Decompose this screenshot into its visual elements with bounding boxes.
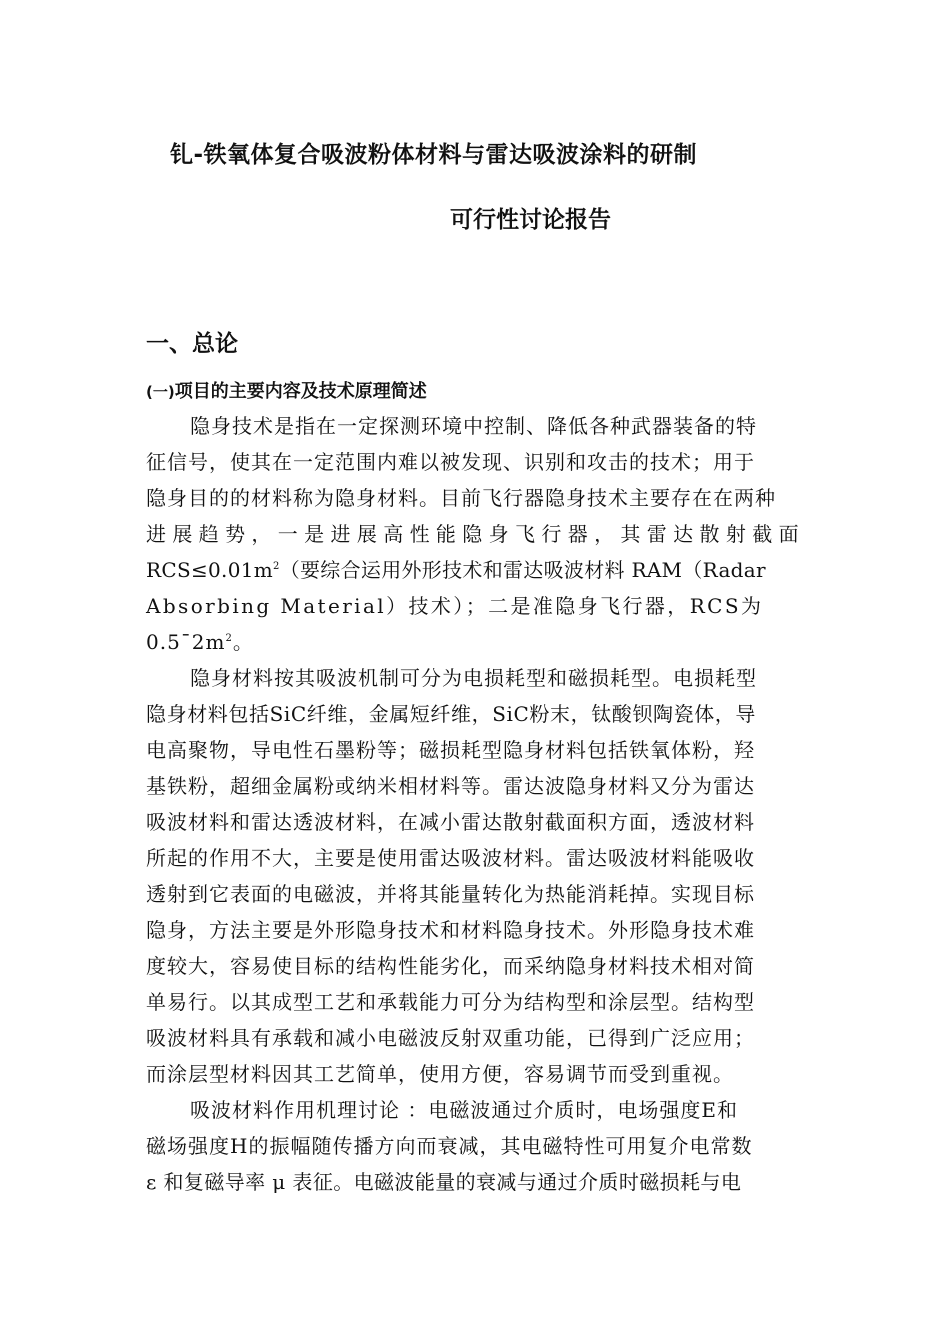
paragraph-line: Absorbing Material）技术）；二是准隐身飞行器，RCS为: [146, 594, 764, 618]
paragraph-line: 隐身技术是指在一定探测环境中控制、降低各种武器装备的特: [190, 414, 757, 438]
paragraph-line: 进 展 趋 势 ， 一 是 进 展 高 性 能 隐 身 飞 行 器 ， 其 雷 达 散 射 截 面: [146, 522, 799, 546]
rcs-formula: RCS≤0.01m: [146, 558, 274, 582]
rcs-range: 0.5¯2m: [146, 630, 226, 654]
paragraph-line: 征信号，使其在一定范围内难以被发现、识别和攻击的技术；用于: [146, 450, 755, 474]
paragraph-line: ε 和复磁导率 μ 表征。电磁波能量的衰减与通过介质时磁损耗与电: [146, 1170, 742, 1194]
document-title: 钆-铁氧体复合吸波粉体材料与雷达吸波涂料的研制: [170, 142, 698, 168]
line-text: 。: [232, 630, 254, 654]
subsection-number: (一): [146, 383, 175, 401]
paragraph-line: 所起的作用不大，主要是使用雷达吸波材料。雷达吸波材料能吸收: [146, 846, 755, 870]
paragraph-line: 度较大，容易使目标的结构性能劣化，而采纳隐身材料技术相对简: [146, 954, 755, 978]
paragraph-line: 而涂层型材料因其工艺简单，使用方便，容易调节而受到重视。: [146, 1062, 734, 1086]
superscript: 2: [273, 561, 280, 572]
paragraph-line: 吸波材料和雷达透波材料，在减小雷达散射截面积方面，透波材料: [146, 810, 755, 834]
line-text: （要综合运用外形技术和雷达吸波材料 RAM（Radar: [279, 558, 766, 582]
subsection-heading: [146, 377, 427, 403]
paragraph-line: 透射到它表面的电磁波，并将其能量转化为热能消耗掉。实现目标: [146, 882, 755, 906]
paragraph-line: 隐身，方法主要是外形隐身技术和材料隐身技术。外形隐身技术难: [146, 918, 755, 942]
paragraph-line: 吸波材料具有承载和减小电磁波反射双重功能，已得到广泛应用；: [146, 1026, 755, 1050]
subsection-title: 项目的主要内容及技术原理简述: [174, 381, 427, 402]
paragraph-line: 隐身目的的材料称为隐身材料。目前飞行器隐身技术主要存在在两种: [146, 486, 776, 510]
paragraph-line: 隐身材料按其吸波机制可分为电损耗型和磁损耗型。电损耗型: [190, 666, 757, 690]
paragraph-line: 单易行。以其成型工艺和承载能力可分为结构型和涂层型。结构型: [146, 990, 755, 1014]
paragraph-line: 基铁粉，超细金属粉或纳米相材料等。雷达波隐身材料又分为雷达: [146, 774, 755, 798]
paragraph-line: 电高聚物，导电性石墨粉等；磁损耗型隐身材料包括铁氧体粉，羟: [146, 738, 755, 762]
paragraph-line: [146, 552, 806, 588]
section-heading: 一、总论: [146, 331, 238, 357]
superscript: 2: [225, 633, 233, 644]
document-subtitle: 可行性讨论报告: [450, 207, 611, 233]
paragraph-line: [146, 624, 806, 660]
document-body: [146, 408, 806, 1200]
paragraph-line: 吸波材料作用机理讨论 ：电磁波通过介质时，电场强度E和: [190, 1098, 738, 1122]
paragraph-line: 隐身材料包括SiC纤维，金属短纤维，SiC粉末，钛酸钡陶瓷体，导: [146, 702, 757, 726]
paragraph-line: 磁场强度H的振幅随传播方向而衰减，其电磁特性可用复介电常数: [146, 1134, 753, 1158]
